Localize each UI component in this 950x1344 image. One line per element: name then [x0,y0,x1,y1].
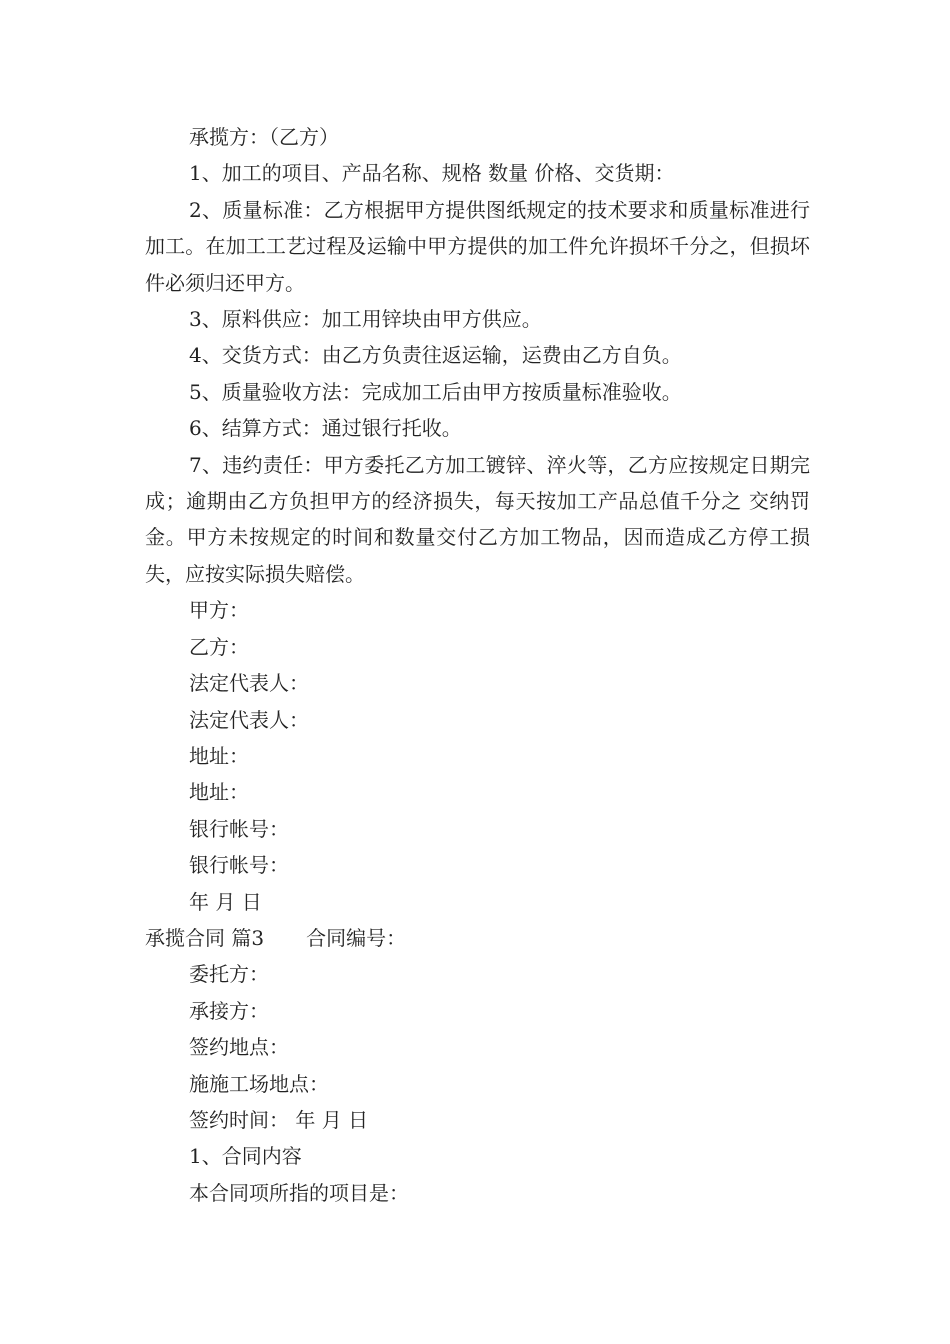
contractor-label: 承接方： [189,998,269,1023]
clause-4: 4、交货方式：由乙方负责往返运输，运费由乙方自负。 [189,343,682,368]
client-label: 委托方： [189,962,269,987]
section-title: 承揽合同 篇3 [145,925,265,950]
section-heading [145,920,810,956]
party-a-label: 甲方： [189,598,249,623]
address-label: 地址： [189,743,249,768]
contract-number-label: 合同编号： [306,925,407,950]
site-place-label: 施施工场地点： [189,1071,329,1096]
clause-2: 2、质量标准：乙方根据甲方提供图纸规定的技术要求和质量标准进行加工。在加工工艺过程及运输中甲方提供的加工件允许损坏千分之，但损坏件必须归还甲方。 [145,197,810,295]
contractor-line: 承揽方：（乙方） [189,125,339,149]
contract-content-text: 本合同项所指的项目是： [189,1180,409,1205]
clause-1: 1、加工的项目、产品名称、规格 数量 价格、交货期： [189,161,675,186]
party-b-label: 乙方： [189,634,249,659]
legal-representative-label: 法定代表人： [189,671,309,696]
signing-time-label: 签约时间： 年 月 日 [189,1107,369,1132]
clause-5: 5、质量验收方法：完成加工后由甲方按质量标准验收。 [189,379,682,404]
bank-account-label: 银行帐号： [189,816,289,841]
bank-account-label: 银行帐号： [189,853,289,878]
address-label: 地址： [189,780,249,805]
contract-content-heading: 1、合同内容 [189,1144,302,1169]
date-line: 年 月 日 [189,889,262,914]
clause-6: 6、结算方式：通过银行托收。 [189,416,462,441]
legal-representative-label: 法定代表人： [189,707,309,732]
signing-place-label: 签约地点： [189,1035,289,1060]
clause-7: 7、违约责任：甲方委托乙方加工镀锌、淬火等，乙方应按规定日期完成；逾期由乙方负担甲方的经济损失，每天按加工产品总值千分之 交纳罚金。甲方未按规定的时间和数量交付乙方加工物品，因而造成乙方停工损失，应按实际损失赔偿。 [145,452,810,586]
clause-3: 3、原料供应：加工用锌块由甲方供应。 [189,307,542,332]
document-body [145,119,810,1211]
